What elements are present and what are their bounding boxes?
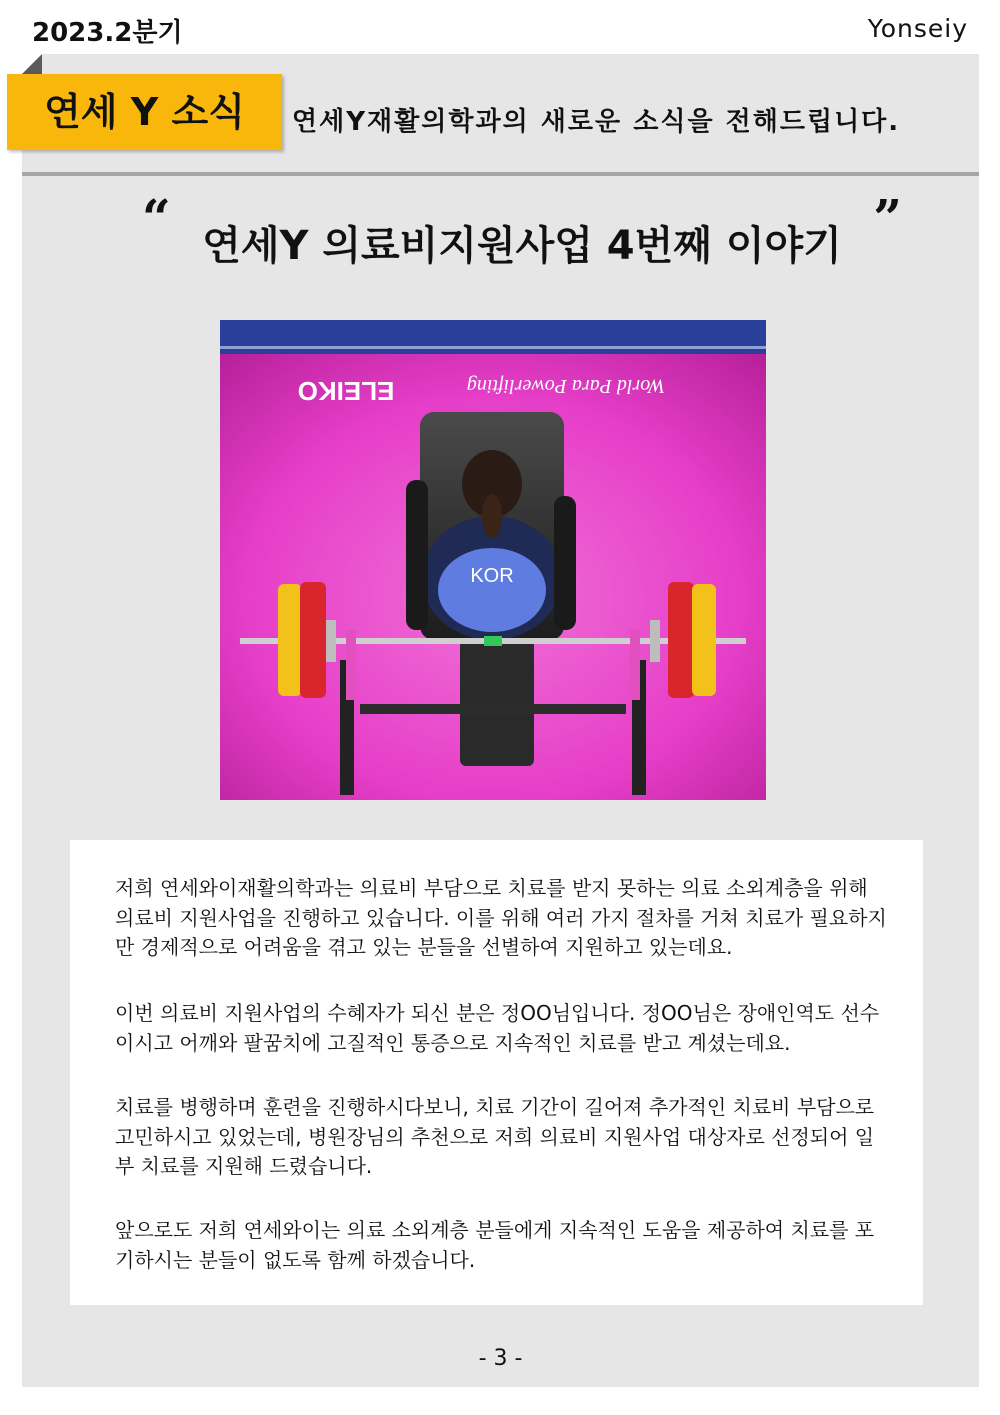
brand-name: Yonseiy	[867, 14, 968, 43]
barbell-center-mark	[484, 636, 502, 646]
right-yellow-plate	[692, 584, 716, 696]
left-upright	[346, 630, 356, 700]
close-quote-mark: ”	[873, 188, 902, 247]
rack-crossbar	[360, 704, 626, 714]
article-title-block	[142, 188, 902, 282]
right-upright	[630, 630, 640, 700]
right-collar	[650, 620, 660, 662]
article-paragraph-4: 앞으로도 저희 연세와이는 의료 소외계층 분들에게 지속적인 도움을 제공하여 치료를 포기하시는 분들이 없도록 함께 하겠습니다.	[115, 1218, 875, 1272]
section-tag-label: 연세 Y 소식	[44, 90, 245, 134]
open-quote-mark: “	[142, 188, 171, 247]
athlete-ponytail	[482, 494, 502, 538]
athlete-right-arm	[554, 496, 576, 630]
article-paragraph-2: 이번 의료비 지원사업의 수혜자가 되신 분은 정OO님입니다. 정OO님은 장애인역도 선수이시고 어깨와 팔꿈치에 고질적인 통증으로 지속적인 치료를 받고 계셨는데요.	[115, 1001, 880, 1055]
article-title: 연세Y 의료비지원사업 4번째 이야기	[202, 223, 842, 269]
issue-quarter: 2023.2분기	[32, 18, 183, 48]
section-tag	[7, 74, 282, 150]
page-fold-corner	[22, 54, 42, 74]
article-photo	[220, 320, 766, 800]
bib-text: KOR	[470, 565, 514, 587]
right-red-plate	[668, 582, 694, 698]
sponsor-logo-text: ELEIKO	[297, 376, 395, 406]
powerlifting-photo-illustration	[220, 320, 766, 800]
left-yellow-plate	[278, 584, 302, 696]
page-number: - 3 -	[478, 1346, 523, 1371]
event-logo-text: World Para Powerlifting	[466, 375, 666, 397]
top-bar	[0, 0, 1000, 52]
banner-edge	[220, 346, 766, 349]
newsletter-page	[22, 54, 979, 1387]
athlete-singlet	[438, 548, 546, 632]
athlete-left-arm	[406, 480, 428, 630]
bench-seat	[460, 640, 534, 766]
left-red-plate	[300, 582, 326, 698]
article-paragraph-1: 저희 연세와이재활의학과는 의료비 부담으로 치료를 받지 못하는 의료 소외계층을 위해 의료비 지원사업을 진행하고 있습니다. 이를 위해 여러 가지 절차를 거쳐 치료가 필요하지만 경제적으로 어려움을 겪고 있는 분들을 선별하여 지원하고 있는데요.	[115, 876, 887, 959]
header-divider	[22, 172, 979, 176]
left-collar	[326, 620, 336, 662]
article-paragraph-3: 치료를 병행하며 훈련을 진행하시다보니, 치료 기간이 길어져 추가적인 치료비 부담으로 고민하시고 있었는데, 병원장님의 추천으로 저희 의료비 지원사업 대상자로 선정되어 일부 치료를 지원해 드렸습니다.	[115, 1095, 875, 1178]
section-subtitle: 연세Y재활의학과의 새로운 소식을 전해드립니다.	[292, 107, 901, 137]
article-body	[70, 840, 923, 1305]
